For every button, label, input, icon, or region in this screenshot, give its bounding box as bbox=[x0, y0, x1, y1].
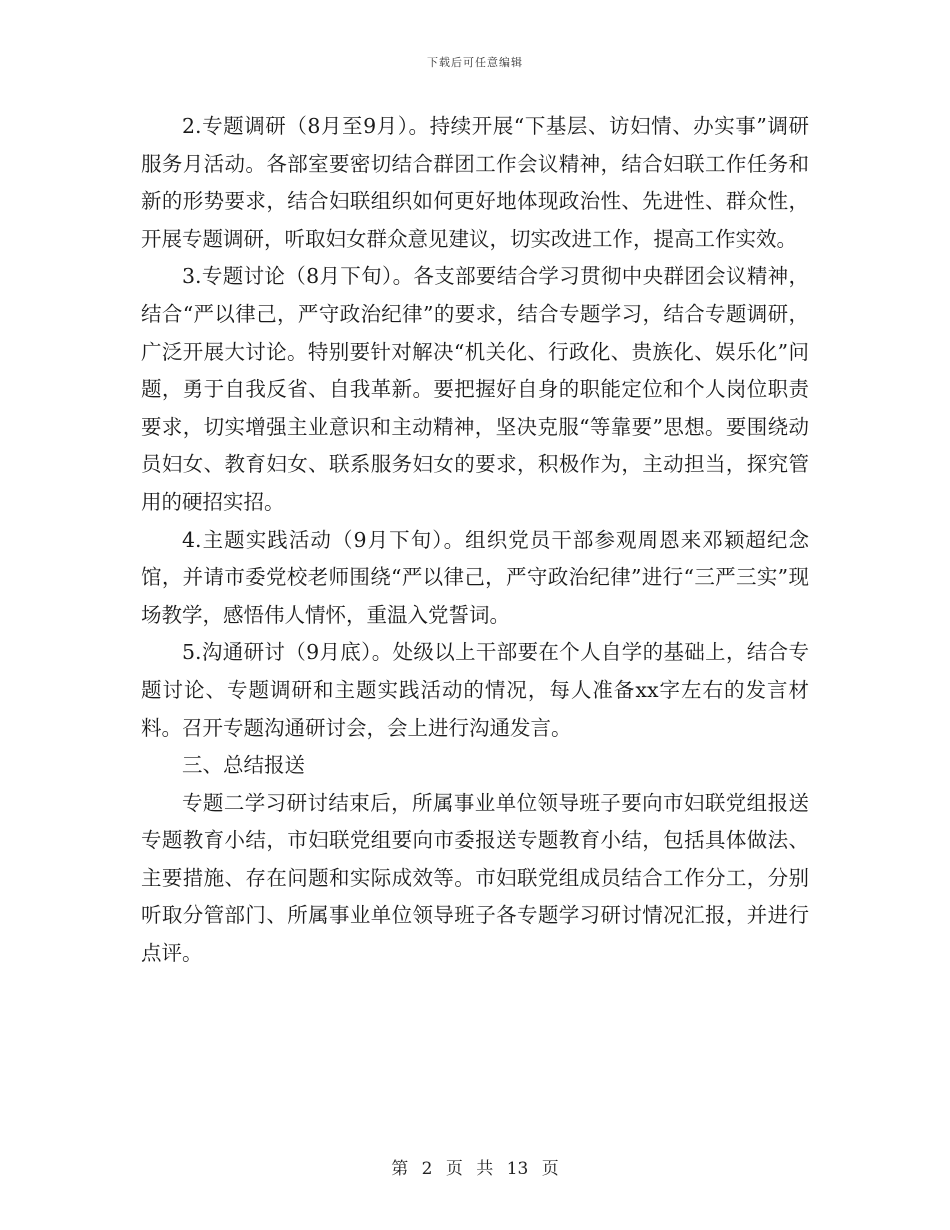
paragraph-item-4-practice: 4.主题实践活动（9月下旬）。组织党员干部参观周恩来邓颖超纪念馆，并请市委党校老师围绕“严以律己，严守政治纪律”进行“三严三实”现场教学，感悟伟人情怀，重温入党誓词。 bbox=[141, 527, 809, 627]
page-footer bbox=[0, 1154, 950, 1179]
paragraph-item-2-survey: 2.专题调研（8月至9月）。持续开展“下基层、访妇情、办实事”调研服务月活动。各部室要密切结合群团工作会议精神，结合妇联工作任务和新的形势要求，结合妇联组织如何更好地体现政治性、先进性、群众性，开展专题调研，听取妇女群众意见建议，切实改进工作，提高工作实效。 bbox=[141, 114, 809, 251]
page-number-current: 2 bbox=[421, 1159, 433, 1179]
page-header-note: 下载后可任意编辑 bbox=[427, 56, 523, 69]
section-heading-summary: 三、总结报送 bbox=[182, 753, 305, 778]
document-body bbox=[141, 108, 809, 973]
paragraph-summary-report: 专题二学习研讨结束后，所属事业单位领导班子要向市妇联党组报送专题教育小结，市妇联党组要向市委报送专题教育小结，包括具体做法、主要措施、存在问题和实际成效等。市妇联党组成员结合工作分工，分别听取分管部门、所属事业单位领导班子各专题学习研讨情况汇报，并进行点评。 bbox=[141, 790, 809, 966]
page-number-total: 13 bbox=[506, 1159, 529, 1179]
page-number-prefix: 第 bbox=[391, 1159, 409, 1179]
page-number-label: 页 bbox=[445, 1159, 463, 1179]
paragraph-item-5-seminar: 5.沟通研讨（9月底）。处级以上干部要在个人自学的基础上，结合专题讨论、专题调研和主题实践活动的情况，每人准备xx字左右的发言材料。召开专题沟通研讨会，会上进行沟通发言。 bbox=[141, 640, 809, 740]
page-total-label: 共 bbox=[476, 1159, 494, 1179]
page-number-suffix: 页 bbox=[541, 1159, 559, 1179]
paragraph-item-3-discussion: 3.专题讨论（8月下旬）。各支部要结合学习贯彻中央群团会议精神，结合“严以律己，严守政治纪律”的要求，结合专题学习，结合专题调研，广泛开展大讨论。特别要针对解决“机关化、行政化、贵族化、娱乐化”问题，勇于自我反省、自我革新。要把握好自身的职能定位和个人岗位职责要求，切实增强主业意识和主动精神，坚决克服“等靠要”思想。要围绕动员妇女、教育妇女、联系服务妇女的要求，积极作为，主动担当，探究管用的硬招实招。 bbox=[141, 264, 809, 514]
